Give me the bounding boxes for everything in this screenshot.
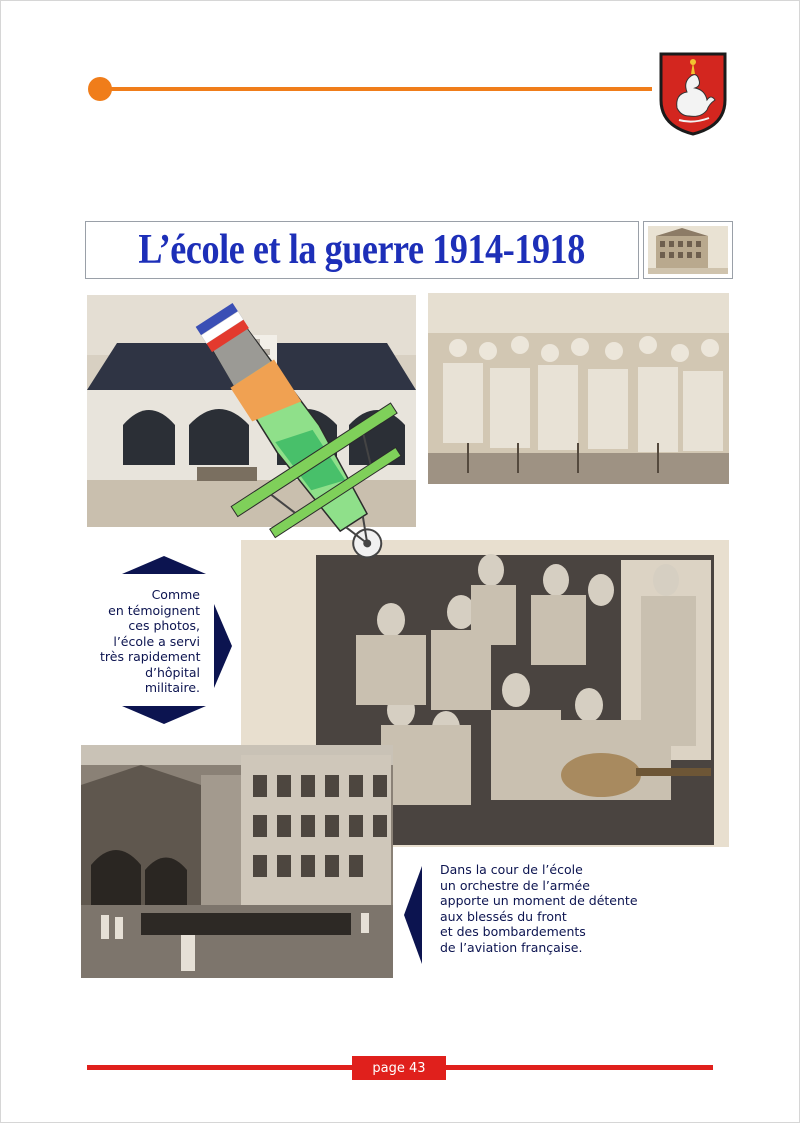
caption-hospital [100, 587, 200, 696]
arrow-right-icon [214, 604, 232, 688]
caption-line: apporte un moment de détente [440, 893, 638, 908]
page-title: L’école et la guerre 1914-1918 [138, 227, 586, 273]
biplane-illustration [165, 288, 435, 588]
caption-line: en témoignent [108, 602, 200, 618]
caption-line: très rapidement [100, 649, 201, 664]
arrow-down-icon [122, 706, 206, 724]
title-box [85, 221, 639, 279]
caption-line: d’hôpital [145, 664, 200, 680]
photo-courtyard-orchestra [81, 745, 393, 978]
caption-line: et des bombardements [440, 924, 586, 939]
caption-line: l’école a servi [113, 633, 200, 649]
caption-line: Dans la cour de l’école [440, 862, 583, 877]
header-line [104, 87, 652, 91]
caption-line: aux blessés du front [440, 908, 567, 924]
caption-line: ces photos, [128, 618, 200, 633]
caption-line: un orchestre de l’armée [440, 877, 590, 893]
school-postcard-thumbnail [643, 221, 733, 279]
page-number [352, 1056, 446, 1080]
caption-line: Comme [151, 587, 200, 602]
arrow-up-icon [122, 556, 206, 574]
caption-line: de l’aviation française. [440, 939, 583, 955]
arrow-left-icon [404, 866, 422, 964]
caption-line: militaire. [144, 680, 200, 695]
caption-orchestra [440, 862, 640, 955]
page-number-label: page 43 [372, 1060, 426, 1076]
photo-hospital-ward [428, 293, 729, 484]
city-crest-icon [657, 50, 729, 136]
